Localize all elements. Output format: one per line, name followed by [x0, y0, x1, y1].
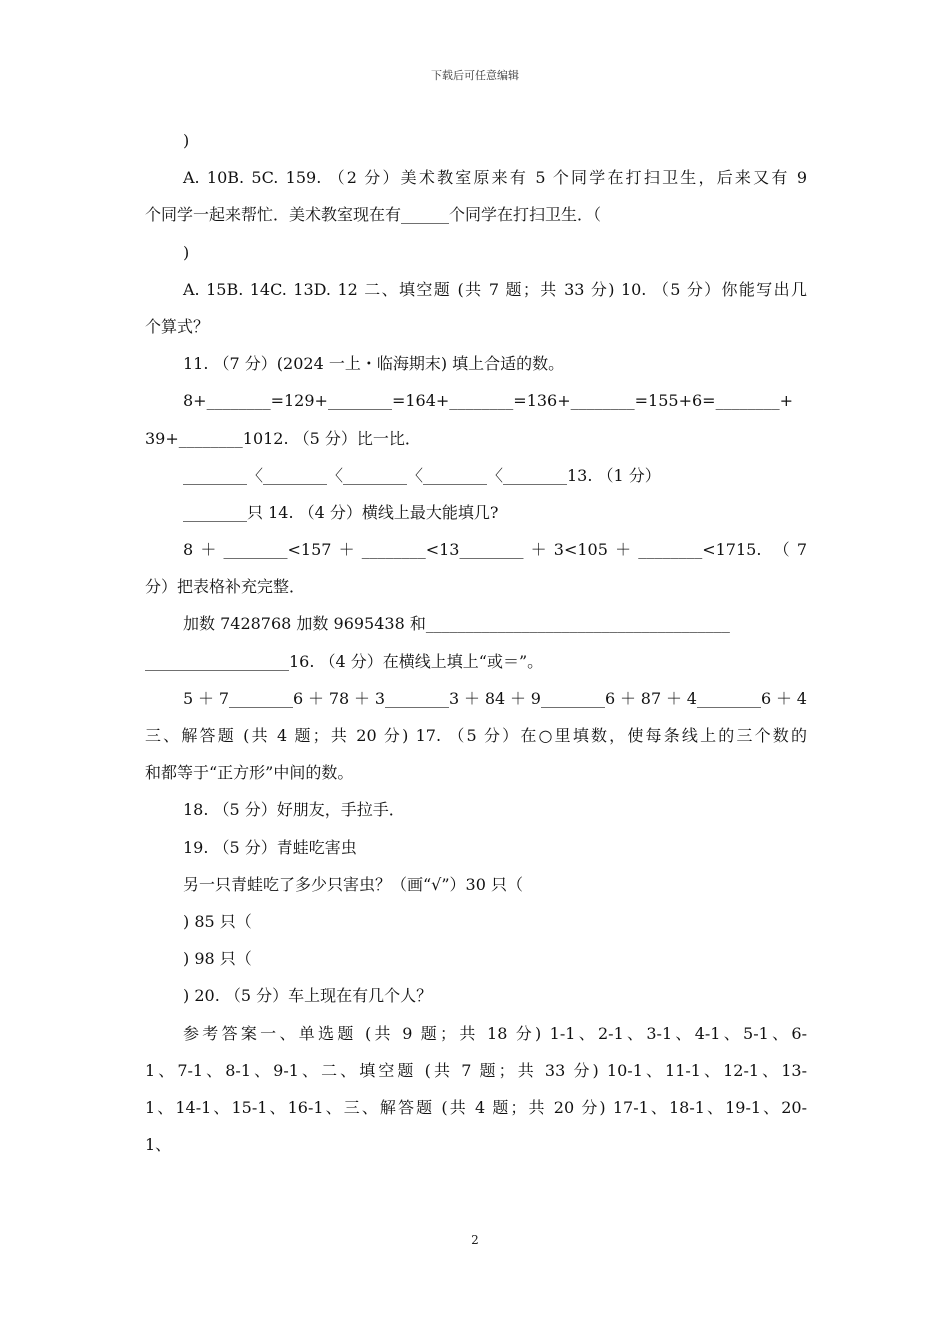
text-line: 18. （5 分）好朋友，手拉手．	[183, 800, 405, 820]
text-line: 19. （5 分）青蛙吃害虫	[183, 837, 357, 857]
page-header: 下载后可任意编辑	[431, 69, 519, 82]
text-line: )	[183, 242, 190, 262]
text-line: 1、	[145, 1135, 172, 1155]
text-line: ________〈________〈________〈________〈________13. （1 分）	[183, 465, 661, 485]
text-line: 加数 7428768 加数 9695438 和______________________________________	[183, 614, 730, 634]
text-line: 8＋________<157＋________<13________＋3<105＋________<1715. （7	[183, 540, 807, 560]
text-line: 1、7-1、8-1、9-1、二、填空题 (共 7 题；共 33 分) 10-1、11-1、12-1、13-	[145, 1060, 807, 1080]
text-line: ________只 14. （4 分）横线上最大能填几?	[183, 502, 499, 522]
text-line: 11. （7 分）(2024 一上・临海期末) 填上合适的数。	[183, 354, 565, 374]
text-line: 1、14-1、15-1、16-1、三、解答题 (共 4 题；共 20 分) 17-1、18-1、19-1、20-	[145, 1097, 807, 1117]
text-line: 三、解答题 (共 4 题；共 20 分) 17. （5 分）在○里填数，使每条线上的三个数的	[145, 726, 807, 745]
text-line: 39+________1012. （5 分）比一比．	[145, 428, 421, 448]
text-line: 参考答案一、单选题 (共 9 题；共 18 分) 1-1、2-1、3-1、4-1、5-1、6-	[183, 1023, 807, 1043]
text-line: ) 98 只（	[183, 949, 252, 969]
page-number: 2	[471, 1233, 479, 1247]
text-line: 个算式？	[145, 316, 210, 336]
text-line: 个同学一起来帮忙．美术教室现在有______个同学在打扫卫生．（	[145, 205, 602, 225]
document-body	[145, 122, 807, 1163]
text-line: 和都等于“正方形”中间的数。	[145, 763, 354, 783]
text-line: 分）把表格补充完整．	[145, 577, 306, 597]
text-line: ) 85 只（	[183, 911, 252, 931]
text-line: A. 10B. 5C. 159. （2 分）美术教室原来有 5 个同学在打扫卫生，后来又有 9	[183, 168, 807, 188]
text-line: 8+________=129+________=164+________=136+________=155+6=________+	[183, 391, 793, 411]
text-line: 5＋7________6＋78＋3________3＋84＋9________6＋87＋4________6＋4	[183, 688, 807, 708]
text-line: ) 20. （5 分）车上现在有几个人？	[183, 986, 433, 1006]
text-line: 另一只青蛙吃了多少只害虫？（画“√”）30 只（	[183, 874, 524, 894]
text-line: )	[183, 131, 190, 150]
text-line: __________________16. （4 分）在横线上填上“或＝”。	[145, 651, 544, 671]
text-line: A. 15B. 14C. 13D. 12 二、填空题 (共 7 题；共 33 分) 10. （5 分）你能写出几	[183, 279, 807, 299]
